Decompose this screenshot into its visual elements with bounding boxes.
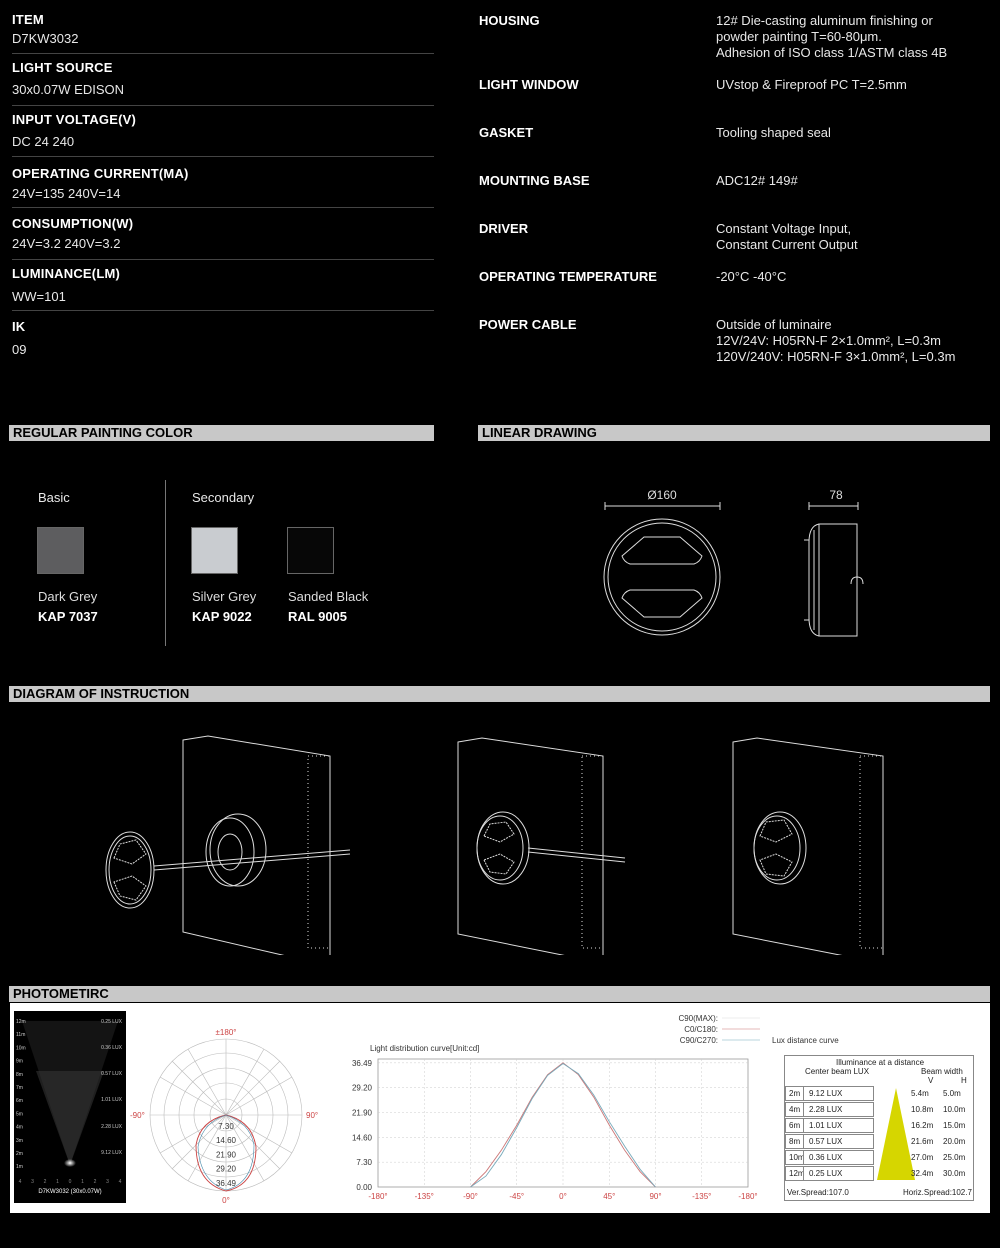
spec-value: 24V=3.2 240V=3.2 xyxy=(12,236,121,251)
linear-drawing xyxy=(600,480,990,650)
lux-value: 9.12 LUX xyxy=(809,1089,843,1098)
horiz-spread: Horiz.Spread:102.7 xyxy=(903,1188,972,1197)
lux-distance: 4m xyxy=(789,1105,801,1114)
spec-label-power-cable: POWER CABLE xyxy=(479,317,577,332)
spec-value-light-window: UVstop & Fireproof PC T=2.5mm xyxy=(716,77,907,92)
spec-ik xyxy=(12,311,434,361)
polar-diagram xyxy=(130,1025,330,1205)
spec-value-power-cable xyxy=(716,317,996,365)
lux-value: 2.28 LUX xyxy=(809,1105,843,1114)
iso-x-label: 1 xyxy=(56,1179,59,1185)
cell-border xyxy=(804,1086,874,1101)
iso-row-label: 6m xyxy=(16,1098,23,1105)
spec-value-gasket: Tooling shaped seal xyxy=(716,125,831,140)
swatch-silver-grey xyxy=(191,527,238,574)
polar-bottom: 0° xyxy=(222,1196,230,1205)
lux-title: Lux distance curve xyxy=(772,1036,839,1045)
cell-border xyxy=(785,1118,804,1133)
x-tick: -135° xyxy=(414,1192,434,1201)
polar-value: 14.60 xyxy=(215,1136,237,1146)
x-tick: -90° xyxy=(463,1192,478,1201)
cell-border xyxy=(804,1166,874,1181)
spec-value: 24V=135 240V=14 xyxy=(12,186,121,201)
spec-value-operating-temperature: -20°C -40°C xyxy=(716,269,787,284)
beam-h: 30.0m xyxy=(943,1169,966,1178)
lux-distance: 8m xyxy=(789,1137,801,1146)
color-code: KAP 9022 xyxy=(192,609,252,624)
secondary-label: Secondary xyxy=(192,490,255,505)
cell-border xyxy=(785,1102,804,1117)
spec-label-operating-temperature: OPERATING TEMPERATURE xyxy=(479,269,657,284)
beam-v: 10.8m xyxy=(911,1105,934,1114)
spec-value-housing xyxy=(716,13,996,61)
polar-right: 90° xyxy=(306,1111,319,1120)
lux-value: 1.01 LUX xyxy=(809,1121,843,1130)
lux-distance-panel xyxy=(772,1037,982,1202)
spec-label: INPUT VOLTAGE(V) xyxy=(12,112,137,127)
polar-value: 21.90 xyxy=(215,1150,237,1160)
beam-v: 27.0m xyxy=(911,1153,934,1162)
y-tick: 14.60 xyxy=(351,1133,372,1143)
swatch-sanded-black xyxy=(287,527,334,574)
x-tick: 0° xyxy=(559,1192,567,1201)
line: 120V/240V: H05RN-F 3×1.0mm², L=0.3m xyxy=(716,349,956,364)
cell-border xyxy=(804,1134,874,1149)
beam-v: 5.4m xyxy=(911,1089,929,1098)
line: 12V/24V: H05RN-F 2×1.0mm², L=0.3m xyxy=(716,333,941,348)
polar-left: -90° xyxy=(130,1111,145,1120)
y-tick: 7.30 xyxy=(356,1158,372,1168)
x-tick: 45° xyxy=(603,1192,616,1201)
distribution-chart xyxy=(350,1007,760,1207)
cell-border xyxy=(785,1150,804,1165)
spec-label: LIGHT SOURCE xyxy=(12,60,113,75)
cell-border xyxy=(804,1102,874,1117)
iso-lux-label: 9.12 LUX xyxy=(101,1150,122,1156)
iso-x-label: 2 xyxy=(43,1179,47,1185)
cell-border xyxy=(785,1166,804,1181)
iso-lux-label: 0.25 LUX xyxy=(101,1019,122,1025)
spec-label-driver: DRIVER xyxy=(479,221,529,236)
lux-row xyxy=(789,1134,971,1149)
basic-label: Basic xyxy=(38,490,70,505)
section-band-linear: LINEAR DRAWING xyxy=(478,425,990,441)
x-tick: -180° xyxy=(738,1192,758,1201)
y-tick: 21.90 xyxy=(351,1108,372,1118)
lux-distance: 12m xyxy=(789,1169,805,1178)
iso-x-label: 4 xyxy=(18,1179,22,1185)
beam-v: 16.2m xyxy=(911,1121,934,1130)
iso-lux-label: 0.57 LUX xyxy=(101,1071,122,1077)
lux-table-title: Illuminance at a distance xyxy=(835,1058,925,1067)
center-beam-label: Center beam LUX xyxy=(805,1067,870,1076)
y-tick: 29.20 xyxy=(351,1083,372,1093)
polar-value: 7.30 xyxy=(218,1122,234,1131)
spec-value-mounting-base: ADC12# 149# xyxy=(716,173,798,188)
spec-value-driver xyxy=(716,221,996,253)
x-tick: -180° xyxy=(368,1192,388,1201)
cell-border xyxy=(785,1134,804,1149)
iso-row-label: 5m xyxy=(16,1111,23,1118)
photometric-panel xyxy=(10,1003,990,1213)
beam-v: 21.6m xyxy=(911,1137,934,1146)
dim-depth: 78 xyxy=(829,488,843,502)
cell-border xyxy=(785,1086,804,1101)
polar-top: ±180° xyxy=(215,1028,237,1037)
iso-row-label: 7m xyxy=(16,1085,23,1091)
legend-entry: C90(MAX): xyxy=(678,1014,718,1023)
color-name: Silver Grey xyxy=(192,589,257,604)
line: 12# Die-casting aluminum finishing or xyxy=(716,13,933,28)
iso-row-label: 3m xyxy=(16,1137,23,1144)
line: Constant Voltage Input, xyxy=(716,221,852,236)
spec-label-mounting-base: MOUNTING BASE xyxy=(479,173,590,188)
lux-row xyxy=(789,1118,971,1133)
iso-row-label: 10m xyxy=(16,1045,26,1052)
color-code: RAL 9005 xyxy=(288,609,348,624)
iso-row-label: 9m xyxy=(16,1058,23,1065)
iso-lux-label: 2.28 LUX xyxy=(101,1124,122,1130)
iso-x-label: 2 xyxy=(93,1179,97,1185)
lux-row xyxy=(789,1102,971,1117)
spec-item xyxy=(12,8,434,54)
iso-row-label: 8m xyxy=(16,1071,23,1078)
color-name: Dark Grey xyxy=(38,589,98,604)
lux-row xyxy=(789,1166,971,1181)
lux-distance: 2m xyxy=(789,1089,801,1098)
lux-row xyxy=(789,1086,971,1101)
instruction-diagram xyxy=(100,730,900,955)
spec-label: LUMINANCE(LM) xyxy=(12,266,121,281)
spec-value: WW=101 xyxy=(12,289,66,304)
spec-label: CONSUMPTION(W) xyxy=(12,216,134,231)
isolux-diagram xyxy=(14,1011,126,1203)
line: Adhesion of ISO class 1/ASTM class 4B xyxy=(716,45,948,60)
iso-x-label: 3 xyxy=(106,1179,109,1185)
beam-h: 5.0m xyxy=(943,1089,961,1098)
ver-spread: Ver.Spread:107.0 xyxy=(787,1188,849,1197)
spec-label-housing: HOUSING xyxy=(479,13,540,28)
legend-entry: C90/C270: xyxy=(679,1036,718,1045)
polar-value: 36.49 xyxy=(215,1178,237,1188)
beam-h: 25.0m xyxy=(943,1153,966,1162)
spec-label-gasket: GASKET xyxy=(479,125,534,140)
polar-value: 29.20 xyxy=(215,1164,237,1174)
line: Constant Current Output xyxy=(716,237,858,252)
y-tick: 0.00 xyxy=(356,1183,372,1192)
section-band-painting: REGULAR PAINTING COLOR xyxy=(9,425,434,441)
line: powder painting T=60-80μm. xyxy=(716,29,882,44)
iso-x-label: 3 xyxy=(31,1179,34,1185)
section-band-photometric: PHOTOMETIRC xyxy=(9,986,990,1002)
beam-v: 32.4m xyxy=(911,1169,934,1178)
y-tick: 36.49 xyxy=(351,1058,372,1068)
iso-lux-label: 0.36 LUX xyxy=(101,1045,122,1051)
lux-row xyxy=(789,1150,971,1165)
spec-label-light-window: LIGHT WINDOW xyxy=(479,77,579,92)
spec-light-source xyxy=(12,54,434,106)
color-name: Sanded Black xyxy=(288,589,369,604)
col-v: V xyxy=(928,1076,934,1085)
lux-table xyxy=(784,1055,974,1201)
cell-border xyxy=(804,1150,874,1165)
spec-value: DC 24 240 xyxy=(12,134,75,149)
iso-row-label: 1m xyxy=(16,1164,23,1171)
spec-value: D7KW3032 xyxy=(12,31,79,46)
iso-x-label: 4 xyxy=(118,1179,122,1185)
iso-x-label: 0 xyxy=(68,1179,72,1185)
spec-value: 09 xyxy=(12,342,27,357)
beam-h: 15.0m xyxy=(943,1121,966,1130)
spec-operating-current xyxy=(12,157,434,208)
iso-lux-label: 1.01 LUX xyxy=(101,1097,122,1103)
spec-label: ITEM xyxy=(12,12,44,27)
iso-row-label: 11m xyxy=(16,1032,26,1039)
x-tick: -135° xyxy=(692,1192,712,1201)
lux-value: 0.57 LUX xyxy=(809,1137,843,1146)
x-tick: 90° xyxy=(649,1192,662,1201)
beam-h: 20.0m xyxy=(943,1137,966,1146)
iso-row-label: 4m xyxy=(16,1124,23,1131)
dim-diameter: Ø160 xyxy=(647,488,677,502)
color-divider xyxy=(165,480,166,646)
beam-width-label: Beam width xyxy=(921,1067,963,1076)
beam-h: 10.0m xyxy=(943,1105,966,1114)
spec-consumption xyxy=(12,208,434,260)
line: Outside of luminaire xyxy=(716,317,832,332)
x-tick: -45° xyxy=(509,1192,525,1201)
lux-value: 0.36 LUX xyxy=(809,1153,843,1162)
spec-label: OPERATING CURRENT(MA) xyxy=(12,166,189,181)
col-h: H xyxy=(961,1076,967,1085)
spec-value: 30x0.07W EDISON xyxy=(12,82,124,97)
isolux-caption: D7KW3032 (30x0.07W) xyxy=(38,1189,102,1195)
iso-row-label: 2m xyxy=(16,1151,23,1157)
iso-x-label: 1 xyxy=(81,1179,84,1185)
swatch-dark-grey xyxy=(37,527,84,574)
iso-row-label: 12m xyxy=(16,1019,26,1025)
lux-distance: 10m xyxy=(789,1153,805,1162)
lux-distance: 6m xyxy=(789,1121,801,1130)
spec-label: IK xyxy=(12,319,26,334)
legend-entry: C0/C180: xyxy=(684,1025,718,1034)
spec-luminance xyxy=(12,260,434,311)
color-code: KAP 7037 xyxy=(38,609,98,624)
chart-title: Light distribution curve[Unit:cd] xyxy=(370,1044,480,1053)
spec-input-voltage xyxy=(12,106,434,157)
cell-border xyxy=(804,1118,874,1133)
section-band-instruction: DIAGRAM OF INSTRUCTION xyxy=(9,686,990,702)
lux-value: 0.25 LUX xyxy=(809,1169,843,1178)
